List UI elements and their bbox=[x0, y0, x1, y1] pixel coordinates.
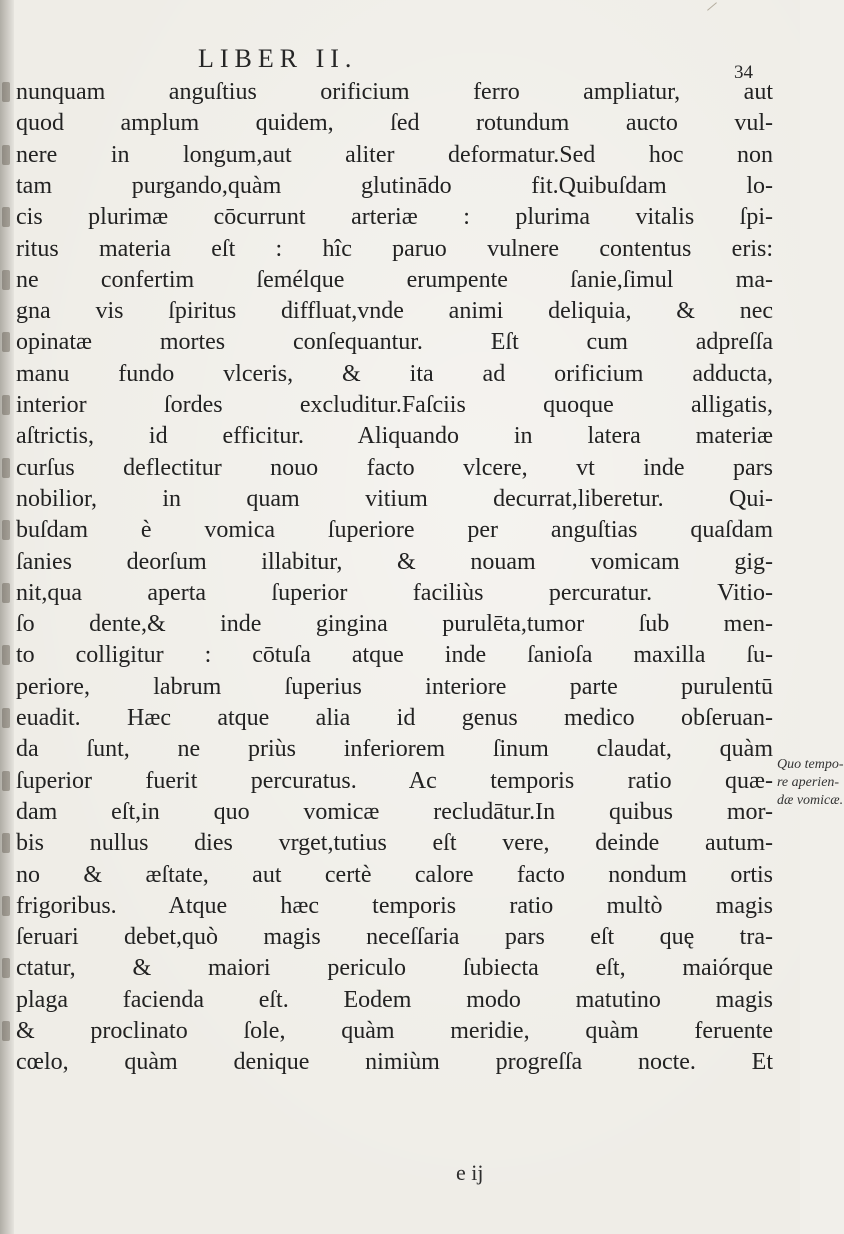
text-line: to colligitur : cōtuſa atque inde ſanioſa maxilla ſu- bbox=[16, 642, 773, 669]
text-line: buſdam è vomica ſuperiore per anguſtias quaſdam bbox=[16, 517, 773, 544]
text-line: interior ſordes excluditur.Faſciis quoque alligatis, bbox=[16, 392, 773, 418]
text-line: nit,qua aperta ſuperior faciliùs percuratur. Vitio- bbox=[16, 579, 773, 606]
text-line: frigoribus. Atque hæc temporis ratio multò magis bbox=[16, 892, 773, 919]
text-line: nobilior, in quam vitium decurrat,liberetur. Qui- bbox=[16, 485, 773, 512]
text-line: opinatæ mortes conſequantur. Eſt cum adpreſſa bbox=[16, 329, 773, 356]
text-line: aſtrictis, id efficitur. Aliquando in latera materiæ bbox=[16, 423, 773, 450]
text-line: euadit. Hæc atque alia id genus medico obſeruan- bbox=[16, 705, 773, 731]
margin-note-line: re aperien- bbox=[777, 775, 840, 790]
text-line: ne confertim ſemélque erumpente ſanie,ſimul ma- bbox=[16, 266, 773, 293]
text-line: curſus deflectitur nouo facto vlcere, vt inde pars bbox=[16, 454, 773, 481]
text-line: ſanies deorſum illabitur, & nouam vomicam gig- bbox=[16, 548, 773, 575]
book-title: LIBER II. bbox=[198, 44, 358, 73]
text-line: quod amplum quidem, ſed rotundum aucto vul- bbox=[16, 110, 773, 137]
text-line: manu fundo vlceris, & ita ad orificium adducta, bbox=[16, 360, 773, 387]
text-line: da ſunt, ne priùs inferiorem ſinum claudat, quàm bbox=[16, 736, 773, 763]
text-line: ſuperior fuerit percuratus. Ac temporis ratio quæ- bbox=[16, 767, 773, 794]
text-line: cœlo, quàm denique nimiùm progreſſa nocte. Et bbox=[16, 1049, 773, 1076]
text-line: bis nullus dies vrget,tutius eſt vere, deinde autum- bbox=[16, 830, 773, 857]
text-line: nunquam anguſtius orificium ferro ampliatur, aut bbox=[16, 79, 773, 105]
text-line: ctatur, & maiori periculo ſubiecta eſt, maiórque bbox=[16, 955, 773, 982]
text-line: tam purgando,quàm glutinādo fit.Quibuſdam lo- bbox=[16, 172, 773, 199]
text-line: cis plurimæ cōcurrunt arteriæ : plurima vitalis ſpi- bbox=[16, 204, 773, 231]
text-line: ſeruari debet,quò magis neceſſaria pars eſt quę tra- bbox=[16, 924, 773, 951]
margin-note bbox=[777, 756, 844, 810]
text-line: plaga facienda eſt. Eodem modo matutino magis bbox=[16, 986, 773, 1013]
text-line: ritus materia eſt : hîc paruo vulnere contentus eris: bbox=[16, 235, 773, 262]
text-line: dam eſt,in quo vomicæ recludātur.In quibus mor- bbox=[16, 798, 773, 825]
text-line: periore, labrum ſuperius interiore parte purulentū bbox=[16, 673, 773, 700]
catchword: e ij bbox=[456, 1160, 484, 1185]
text-line: & proclinato ſole, quàm meridie, quàm feruente bbox=[16, 1018, 773, 1044]
margin-note-line: Quo tempo- bbox=[777, 757, 844, 772]
text-line: gna vis ſpiritus diffluat,vnde animi deliquia, & nec bbox=[16, 298, 773, 325]
page-number: 34 bbox=[734, 62, 753, 83]
text-line: ſo dente,& inde gingina purulēta,tumor ſub men- bbox=[16, 611, 773, 638]
text-line: nere in longum,aut aliter deformatur.Sed hoc non bbox=[16, 141, 773, 168]
text-line: no & æſtate, aut certè calore facto nondum ortis bbox=[16, 861, 773, 888]
margin-note-line: dæ vomicæ. bbox=[777, 793, 844, 808]
